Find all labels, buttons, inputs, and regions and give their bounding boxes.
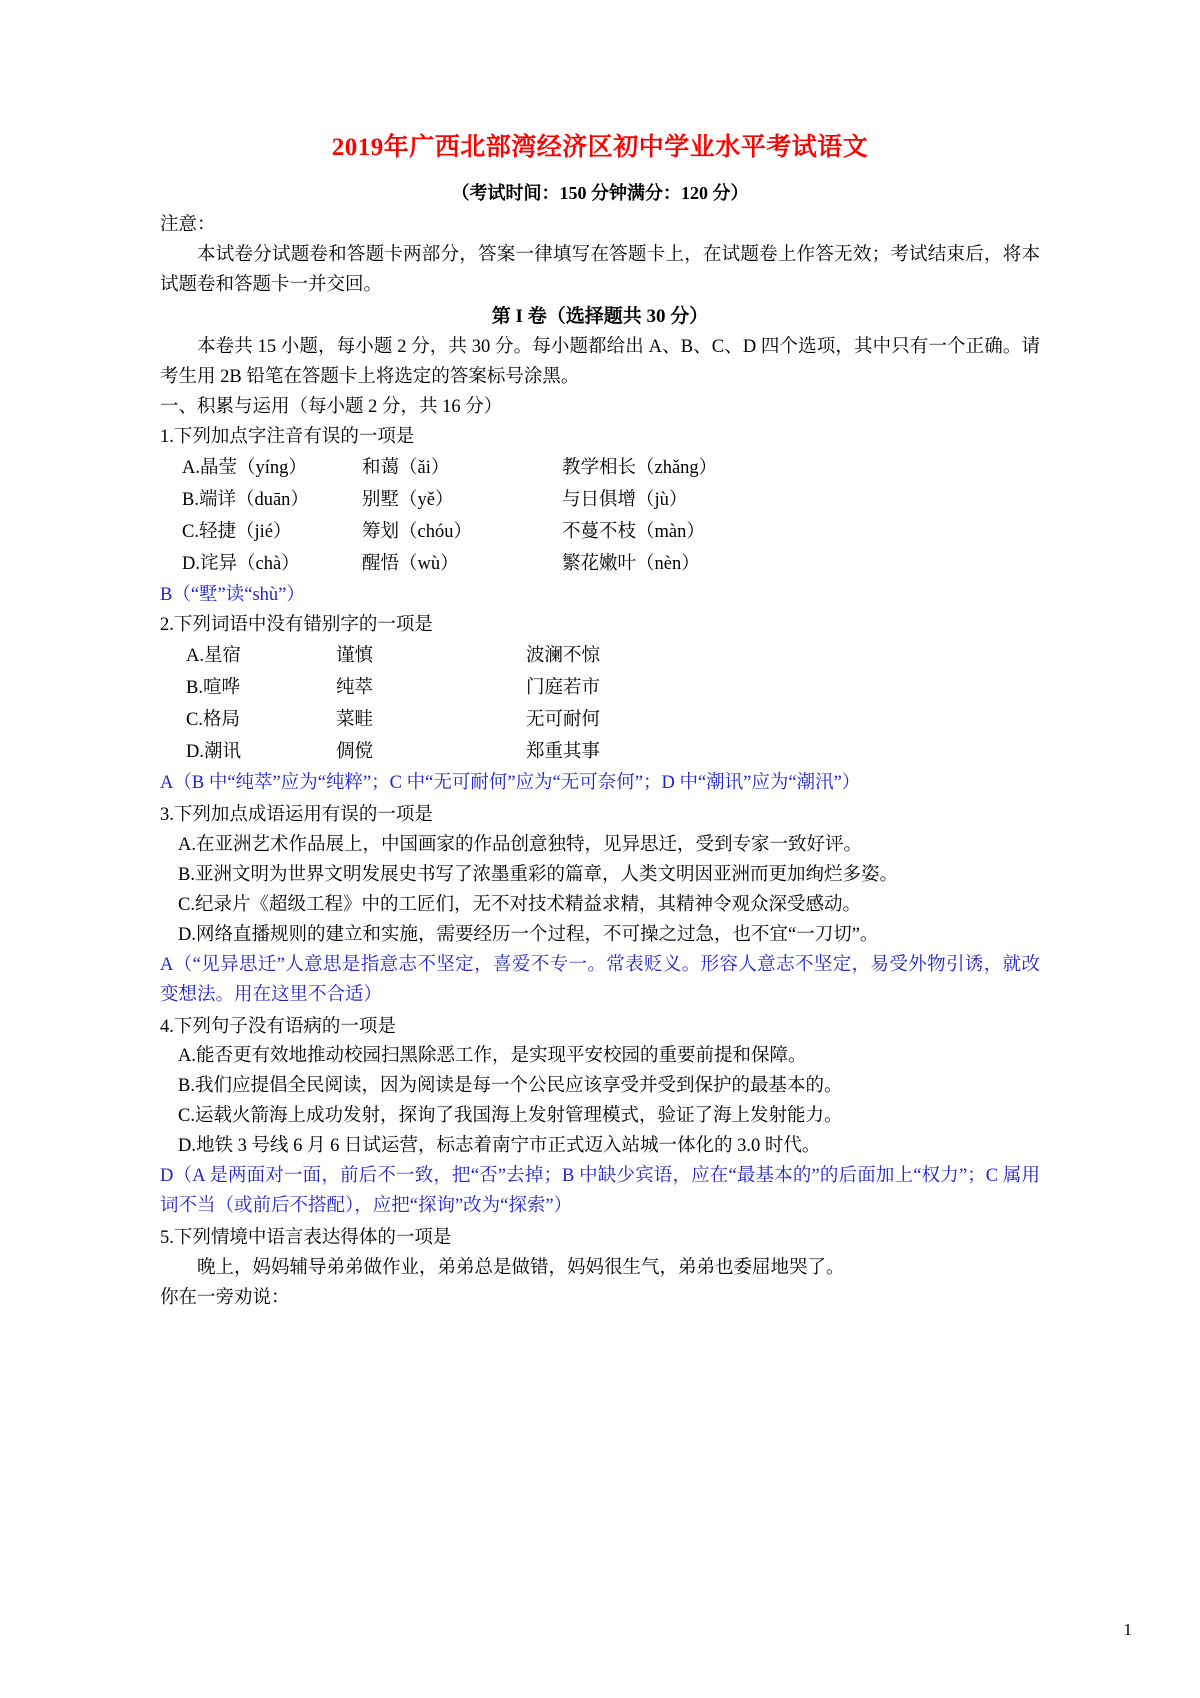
option-cell: 与日俱增（jù） (562, 490, 688, 511)
table-row (160, 673, 1040, 705)
option-cell: 不蔓不枝（màn） (562, 522, 705, 543)
option-cell: 波澜不惊 (526, 645, 601, 666)
option-cell: 筹划（chóu） (362, 522, 472, 543)
table-row (160, 517, 1040, 549)
question-4-option-c: C.运载火箭海上成功发射，探询了我国海上发射管理模式，验证了海上发射能力。 (178, 1106, 843, 1127)
question-2-stem: 2.下列词语中没有错别字的一项是 (160, 614, 433, 635)
question-4-option-b: B.我们应提倡全民阅读，因为阅读是每一个公民应该享受并受到保护的最基本的。 (178, 1076, 843, 1097)
option-cell: C.格局 (186, 709, 240, 730)
exam-info-line: （考试时间：150 分钟满分：120 分） (451, 183, 749, 203)
option-cell: 和蔼（ǎi） (362, 458, 450, 479)
option-cell: C.轻捷（jié） (182, 522, 292, 543)
table-row (160, 485, 1040, 517)
question-3-option-a: A.在亚洲艺术作品展上，中国画家的作品创意独特，见异思迁，受到专家一致好评。 (178, 834, 862, 855)
option-cell: A.星宿 (186, 645, 241, 666)
document-body (160, 130, 1040, 1314)
table-row (160, 453, 1040, 485)
table-row (160, 737, 1040, 769)
question-4-option-a: A.能否更有效地推动校园扫黑除恶工作，是实现平安校园的重要前提和保障。 (178, 1046, 807, 1067)
question-3-option-d: D.网络直播规则的建立和实施，需要经历一个过程，不可操之过急，也不宜“一刀切”。 (178, 924, 879, 945)
question-3-stem: 3.下列加点成语运用有误的一项是 (160, 804, 433, 825)
question-2-answer: A（B 中“纯萃”应为“纯粹”；C 中“无可耐何”应为“无可奈何”；D 中“潮讯”应为“潮汛”） (160, 772, 861, 793)
question-3-option-b: B.亚洲文明为世界文明发展史书写了浓墨重彩的篇章，人类文明因亚洲而更加绚烂多姿。 (178, 864, 898, 885)
option-cell: 无可耐何 (526, 709, 601, 730)
notice-label: 注意： (160, 215, 216, 235)
option-cell: 别墅（yě） (362, 490, 454, 511)
option-cell: 郑重其事 (526, 741, 601, 762)
option-cell: 教学相长（zhǎng） (562, 458, 718, 479)
page-title: 2019年广西北部湾经济区初中学业水平考试语文 (331, 134, 869, 161)
option-cell: 门庭若市 (526, 677, 601, 698)
table-row (160, 549, 1040, 581)
question-5-stem: 5.下列情境中语言表达得体的一项是 (160, 1228, 452, 1249)
option-cell: 谨慎 (336, 645, 374, 666)
option-cell: A.晶莹（yíng） (182, 458, 307, 479)
option-cell: D.潮讯 (186, 741, 241, 762)
option-cell: 醒悟（wù） (362, 553, 459, 574)
question-5-prompt: 你在一旁劝说： (160, 1288, 290, 1309)
table-row (160, 705, 1040, 737)
option-cell: D.诧异（chà） (182, 553, 300, 574)
part-one-intro: 本卷共 15 小题，每小题 2 分，共 30 分。每小题都给出 A、B、C、D 四个选项，其中只有一个正确。请考生用 2B 铅笔在答题卡上将选定的答案标号涂黑。 (160, 337, 1040, 388)
question-1-stem: 1.下列加点字注音有误的一项是 (160, 427, 415, 448)
question-1-answer: B（“墅”读“shù”） (160, 584, 305, 605)
question-5-scenario: 晚上，妈妈辅导弟弟做作业，弟弟总是做错，妈妈很生气，弟弟也委屈地哭了。 (197, 1258, 845, 1279)
question-3-answer: A（“见异思迁”人意思是指意志不坚定，喜爱不专一。常表贬义。形容人意志不坚定，易受外物引诱，就改变想法。用在这里不合适） (160, 954, 1040, 1005)
page-number: 1 (1123, 1620, 1132, 1639)
option-cell: 倜傥 (336, 741, 374, 762)
table-row (160, 641, 1040, 673)
question-1-options (160, 453, 1040, 581)
question-4-option-d: D.地铁 3 号线 6 月 6 日试运营，标志着南宁市正式迈入站城一体化的 3.0 时代。 (178, 1136, 821, 1157)
question-3-option-c: C.纪录片《超级工程》中的工匠们，无不对技术精益求精，其精神令观众深受感动。 (178, 894, 861, 915)
section-one-heading: 一、积累与运用（每小题 2 分，共 16 分） (160, 397, 503, 418)
part-one-heading: 第 I 卷（选择题共 30 分） (491, 305, 709, 327)
question-4-stem: 4.下列句子没有语病的一项是 (160, 1016, 396, 1037)
question-2-options (160, 641, 1040, 769)
option-cell: B.端详（duān） (182, 490, 309, 511)
option-cell: 菜畦 (336, 709, 374, 730)
option-cell: 繁花嫩叶（nèn） (562, 553, 700, 574)
option-cell: B.喧哗 (186, 677, 240, 698)
option-cell: 纯萃 (336, 677, 374, 698)
question-4-answer: D（A 是两面对一面，前后不一致，把“否”去掉；B 中缺少宾语，应在“最基本的”的后面加上“权力”；C 属用词不当（或前后不搭配），应把“探询”改为“探索”） (160, 1166, 1040, 1217)
notice-body: 本试卷分试题卷和答题卡两部分，答案一律填写在答题卡上，在试题卷上作答无效；考试结束后，将本试题卷和答题卡一并交回。 (160, 244, 1040, 295)
